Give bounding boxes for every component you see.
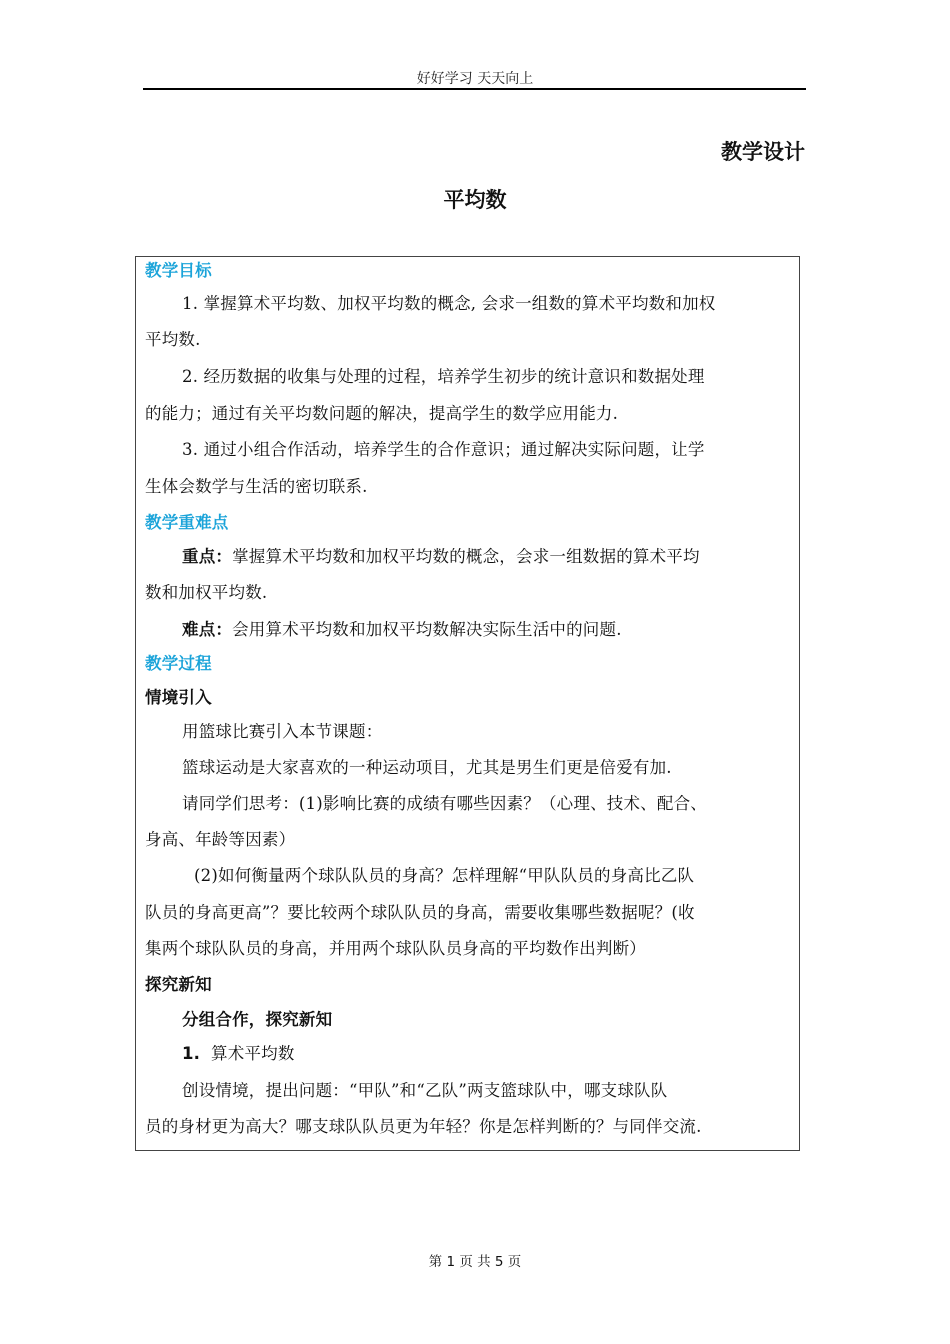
document-type-label: 教学设计: [721, 140, 805, 164]
objective-line: 1. 掌握算术平均数、加权平均数的概念, 会求一组数的算术平均数和加权: [182, 294, 716, 313]
item-title: 算术平均数: [211, 1044, 295, 1063]
group-heading: 分组合作，探究新知: [182, 1010, 333, 1029]
intro-line: 请同学们思考：(1)影响比赛的成绩有哪些因素？（心理、技术、配合、: [182, 794, 707, 813]
intro-line: (2)如何衡量两个球队队员的身高？怎样理解“甲队队员的身高比乙队: [194, 866, 695, 885]
document-title: 平均数: [443, 188, 507, 212]
header-slogan: 好好学习 天天向上: [416, 71, 534, 87]
scenario-line: 员的身材更为高大？哪支球队队员更为年轻？你是怎样判断的？与同伴交流.: [145, 1117, 702, 1136]
item-number: 1.: [182, 1044, 201, 1063]
objective-line: 2. 经历数据的收集与处理的过程，培养学生初步的统计意识和数据处理: [182, 367, 705, 386]
page-number: 第 1 页 共 5 页: [428, 1254, 522, 1270]
intro-line: 用篮球比赛引入本节课题：: [182, 722, 383, 741]
explore-heading: 探究新知: [145, 975, 212, 994]
intro-line: 队员的身高更高”？要比较两个球队队员的身高，需要收集哪些数据呢？(收: [145, 903, 695, 922]
intro-line: 集两个球队队员的身高，并用两个球队队员身高的平均数作出判断）: [145, 939, 646, 958]
item-heading: [182, 1043, 790, 1065]
objective-line: 生体会数学与生活的密切联系.: [145, 477, 368, 496]
objective-line: 3. 通过小组合作活动，培养学生的合作意识；通过解决实际问题，让学: [182, 440, 705, 459]
lesson-content-box: [135, 256, 800, 1151]
difficult-point-label: 难点：: [182, 620, 233, 639]
key-points-heading: 教学重难点: [145, 513, 229, 532]
intro-heading: 情境引入: [145, 688, 212, 707]
process-heading: 教学过程: [145, 654, 212, 673]
scenario-line: 创设情境，提出问题：“甲队”和“乙队”两支篮球队中，哪支球队队: [182, 1081, 668, 1100]
intro-line: 篮球运动是大家喜欢的一种运动项目，尤其是男生们更是倍爱有加.: [182, 758, 672, 777]
key-point-line: [182, 546, 790, 568]
objective-line: 的能力；通过有关平均数问题的解决，提高学生的数学应用能力.: [145, 404, 619, 423]
key-point-line-continued: 数和加权平均数.: [145, 583, 268, 602]
header-divider: [143, 88, 806, 90]
intro-line: 身高、年龄等因素）: [145, 830, 296, 849]
key-point-label: 重点：: [182, 547, 233, 566]
difficult-point-line: [182, 619, 790, 641]
key-point-text: 掌握算术平均数和加权平均数的概念，会求一组数据的算术平均: [232, 547, 700, 566]
objective-line: 平均数.: [145, 330, 201, 349]
difficult-point-text: 会用算术平均数和加权平均数解决实际生活中的问题.: [232, 620, 622, 639]
objectives-heading: 教学目标: [145, 261, 212, 280]
